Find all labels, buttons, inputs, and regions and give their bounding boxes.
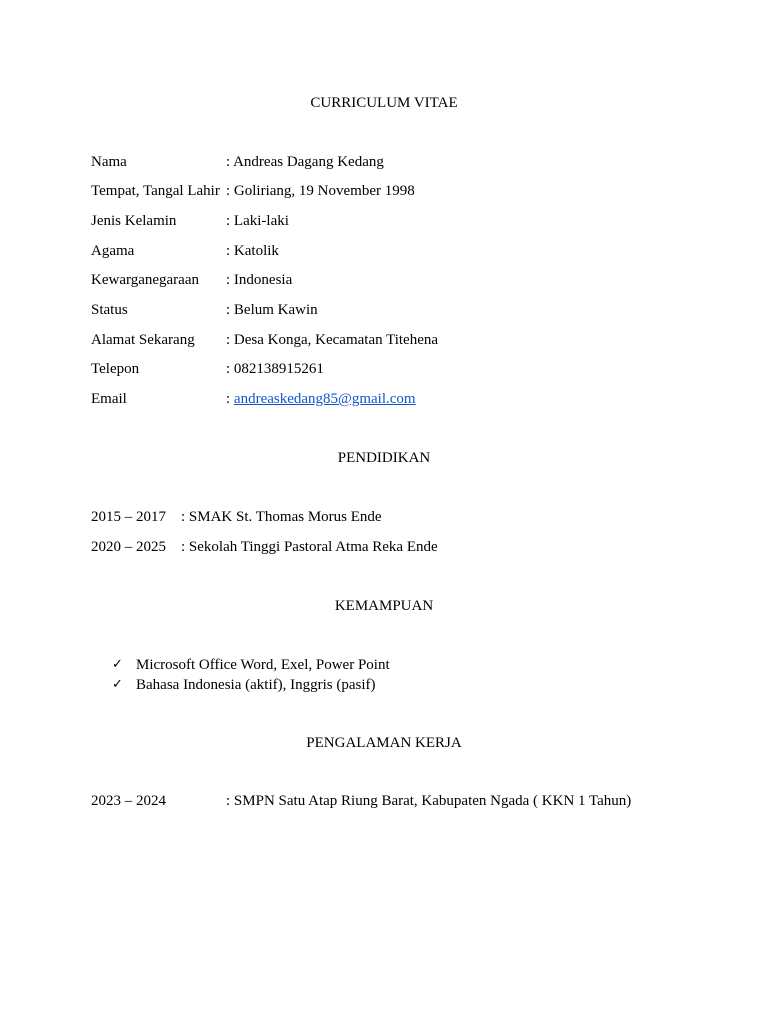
info-label: Email: [91, 391, 127, 407]
section-heading-education: PENDIDIKAN: [337, 450, 431, 466]
email-link[interactable]: andreaskedang85@gmail.com: [233, 391, 416, 407]
education-school: : Sekolah Tinggi Pastoral Atma Reka Ende: [181, 539, 438, 555]
info-label: Jenis Kelamin: [91, 213, 177, 229]
info-value: : Andreas Dagang Kedang: [226, 154, 384, 170]
info-value: : Belum Kawin: [226, 302, 318, 318]
info-label: Nama: [91, 154, 127, 170]
work-place: : SMPN Satu Atap Riung Barat, Kabupaten Ngada ( KKN 1 Tahun): [226, 793, 632, 809]
info-value: : Goliriang, 19 November 1998: [226, 183, 415, 199]
education-years: 2020 – 2025: [91, 539, 166, 555]
info-value: : Laki-laki: [226, 213, 289, 229]
info-value: [226, 390, 416, 408]
document-title: CURRICULUM VITAE: [310, 95, 458, 111]
section-heading-work: PENGALAMAN KERJA: [306, 735, 462, 751]
skill-text: Microsoft Office Word, Exel, Power Point: [136, 657, 390, 673]
info-label: Status: [91, 302, 128, 318]
education-years: 2015 – 2017: [91, 509, 166, 525]
work-years: 2023 – 2024: [91, 793, 166, 809]
info-label: Agama: [91, 243, 135, 259]
info-label: Telepon: [91, 361, 140, 377]
info-label: Kewarganegaraan: [91, 272, 199, 288]
info-label: Alamat Sekarang: [91, 332, 195, 348]
checkmark-icon: ✓: [112, 677, 123, 692]
email-prefix: :: [226, 391, 234, 407]
section-heading-skills: KEMAMPUAN: [334, 598, 434, 614]
info-value: : Indonesia: [226, 272, 293, 288]
checkmark-icon: ✓: [112, 657, 123, 672]
info-value: : Desa Konga, Kecamatan Titehena: [226, 332, 439, 348]
education-school: : SMAK St. Thomas Morus Ende: [181, 509, 382, 525]
info-value: : Katolik: [226, 243, 279, 259]
info-value: : 082138915261: [226, 361, 324, 377]
info-label: Tempat, Tangal Lahir: [91, 183, 220, 199]
skill-text: Bahasa Indonesia (aktif), Inggris (pasif): [136, 677, 376, 693]
